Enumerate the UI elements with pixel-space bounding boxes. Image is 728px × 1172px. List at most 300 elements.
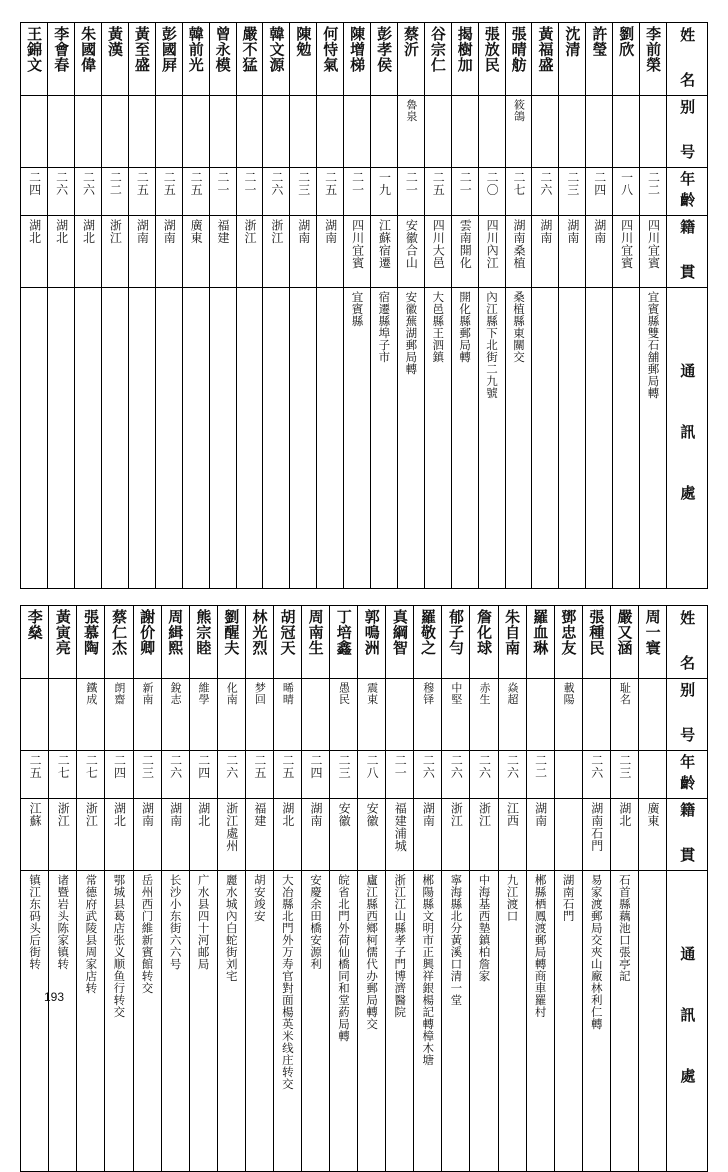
cell-alias [317, 96, 344, 168]
table-row-origin [21, 799, 708, 871]
cell-text: 湖北 [617, 802, 632, 827]
cell-origin [189, 799, 217, 871]
cell-text: 李燊 [25, 609, 44, 640]
cell-age [209, 168, 236, 216]
cell-text: 皖省北門外荷仙橋同和堂葯局轉 [337, 874, 352, 1042]
cell-text: 湖北 [81, 219, 96, 244]
cell-text: 二五 [431, 171, 446, 196]
cell-origin [290, 216, 317, 288]
cell-text: 筱鴿 [512, 99, 526, 122]
cell-text: 二七 [56, 754, 71, 779]
cell-age [640, 168, 667, 216]
cell-text: 謝价卿 [138, 609, 157, 656]
cell-age [21, 751, 49, 799]
cell-text: 二一 [350, 171, 365, 196]
cell-alias [451, 96, 478, 168]
cell-text: 內江縣下北街二九號 [485, 291, 500, 399]
cell-text: 常德府武陵县周家店转 [84, 874, 99, 994]
cell-text: 鐵成 [84, 682, 98, 705]
cell-text: 镇江东码头后街转 [28, 874, 43, 970]
cell-text: 四川大邑 [431, 219, 446, 269]
cell-text: 焱超 [506, 682, 520, 705]
cell-text: 湖北 [54, 219, 69, 244]
cell-origin [386, 799, 414, 871]
cell-text: 湖南 [168, 802, 183, 827]
cell-origin [75, 216, 102, 288]
cell-origin [301, 799, 329, 871]
cell-text: 蔡沂 [401, 26, 420, 57]
cell-text: 岳州西门維新賓館转交 [140, 874, 155, 994]
cell-name [638, 606, 666, 679]
cell-text: 四川宜賓 [646, 219, 661, 269]
cell-text: 二六 [449, 754, 464, 779]
cell-text: 韓前光 [186, 26, 205, 73]
cell-text: 魯泉 [404, 99, 418, 122]
cell-name [21, 23, 48, 96]
cell-age [77, 751, 105, 799]
cell-address [330, 871, 358, 1172]
cell-origin [217, 799, 245, 871]
cell-alias [245, 679, 273, 751]
cell-text: 二一 [216, 171, 231, 196]
cell-text: 湖南 [421, 802, 436, 827]
cell-text: 二三 [617, 754, 632, 779]
cell-text: 二二 [533, 754, 548, 779]
cell-name [182, 23, 209, 96]
cell-address [182, 288, 209, 589]
cell-text: 赤生 [477, 682, 491, 705]
cell-text: 開化縣郵局轉 [458, 291, 473, 363]
cell-alias [75, 96, 102, 168]
cell-address [582, 871, 610, 1172]
cell-address [263, 288, 290, 589]
cell-age [301, 751, 329, 799]
cell-alias [273, 679, 301, 751]
cell-text: 宜賓縣雙石舖郵局轉 [646, 291, 661, 399]
cell-text: 韓文源 [267, 26, 286, 73]
cell-text: 二六 [54, 171, 69, 196]
column-header-label: 通 訊 處 [678, 946, 697, 1097]
cell-age [397, 168, 424, 216]
cell-text: 二六 [81, 171, 96, 196]
cell-text: 湖南 [296, 219, 311, 244]
roster-table-top [20, 22, 708, 589]
cell-alias [640, 96, 667, 168]
cell-name [526, 606, 554, 679]
cell-text: 二四 [196, 754, 211, 779]
cell-alias [442, 679, 470, 751]
cell-origin [526, 799, 554, 871]
cell-origin [133, 799, 161, 871]
cell-address [236, 288, 263, 589]
cell-name [386, 606, 414, 679]
cell-name [358, 606, 386, 679]
cell-alias [358, 679, 386, 751]
cell-name [613, 23, 640, 96]
cell-age [638, 751, 666, 799]
column-header-label: 别 号 [678, 682, 697, 748]
cell-alias [478, 96, 505, 168]
column-header-label: 姓 名 [678, 609, 697, 676]
cell-address [532, 288, 559, 589]
cell-age [290, 168, 317, 216]
cell-origin [105, 799, 133, 871]
cell-age [414, 751, 442, 799]
cell-alias [586, 96, 613, 168]
cell-age [554, 751, 582, 799]
column-header-label: 籍 貫 [678, 802, 697, 868]
cell-origin [532, 216, 559, 288]
cell-origin [49, 799, 77, 871]
cell-origin [358, 799, 386, 871]
cell-alias [77, 679, 105, 751]
cell-age [217, 751, 245, 799]
cell-age [532, 168, 559, 216]
cell-text: 羅敬之 [418, 609, 437, 656]
cell-text: 大邑縣王泗鎮 [431, 291, 446, 363]
cell-text: 福建 [216, 219, 231, 244]
cell-text: 郴縣栖鳳渡郵局轉商車羅村 [533, 874, 548, 1018]
cell-text: 长沙小东街六六号 [168, 874, 183, 970]
cell-text: 浙江處州 [224, 802, 239, 852]
cell-age [498, 751, 526, 799]
cell-text: 湖北 [27, 219, 42, 244]
cell-name [478, 23, 505, 96]
table-row-name [21, 23, 708, 96]
cell-alias [526, 679, 554, 751]
cell-text: 二五 [252, 754, 267, 779]
cell-text: 丁培鑫 [334, 609, 353, 656]
column-header-address [667, 871, 708, 1172]
page-folio: 193 [44, 990, 65, 1004]
cell-age [133, 751, 161, 799]
cell-name [554, 606, 582, 679]
cell-text: 二六 [421, 754, 436, 779]
cell-name [105, 606, 133, 679]
cell-text: 震東 [365, 682, 379, 705]
cell-text: 二〇 [485, 171, 500, 196]
cell-name [301, 606, 329, 679]
cell-text: 曾永模 [213, 26, 232, 73]
cell-age [451, 168, 478, 216]
cell-text: 安徽 [365, 802, 380, 827]
cell-text: 胡冠天 [278, 609, 297, 656]
cell-text: 诸暨岩头陈家镇转 [56, 874, 71, 970]
cell-text: 王錦文 [25, 26, 44, 73]
table-row-name [21, 606, 708, 679]
cell-alias [217, 679, 245, 751]
cell-text: 化南 [225, 682, 239, 705]
cell-text: 二一 [458, 171, 473, 196]
cell-text: 二五 [135, 171, 150, 196]
cell-text: 黃福盛 [536, 26, 555, 73]
cell-name [451, 23, 478, 96]
cell-text: 嚴不猛 [240, 26, 259, 73]
cell-text: 鄧忠友 [559, 609, 578, 656]
cell-text: 陳增梯 [348, 26, 367, 73]
cell-age [470, 751, 498, 799]
cell-origin [414, 799, 442, 871]
cell-address [451, 288, 478, 589]
cell-text: 湖南 [323, 219, 338, 244]
cell-text: 愚民 [337, 682, 351, 705]
cell-name [48, 23, 75, 96]
cell-name [75, 23, 102, 96]
cell-origin [344, 216, 371, 288]
column-header-label: 籍 貫 [678, 219, 697, 285]
cell-text: 二三 [337, 754, 352, 779]
cell-text: 穆铎 [421, 682, 435, 705]
cell-name [397, 23, 424, 96]
cell-text: 二七 [84, 754, 99, 779]
cell-text: 二三 [140, 754, 155, 779]
cell-text: 湖南石門 [561, 874, 576, 922]
cell-age [101, 168, 128, 216]
table-row-age [21, 751, 708, 799]
cell-text: 四川內江 [485, 219, 500, 269]
cell-text: 广水县四十河邮局 [196, 874, 211, 970]
cell-age [582, 751, 610, 799]
cell-alias [582, 679, 610, 751]
cell-text: 福建浦城 [393, 802, 408, 852]
cell-name [586, 23, 613, 96]
cell-text: 二一 [393, 754, 408, 779]
cell-alias [161, 679, 189, 751]
cell-name [582, 606, 610, 679]
cell-text: 蔡仁杰 [110, 609, 129, 656]
cell-address [77, 871, 105, 1172]
cell-origin [101, 216, 128, 288]
cell-text: 張慕陶 [82, 609, 100, 656]
cell-text: 沈清 [563, 26, 582, 57]
cell-age [442, 751, 470, 799]
cell-name [77, 606, 105, 679]
cell-text: 湖南 [592, 219, 607, 244]
table-row-alias [21, 96, 708, 168]
cell-text: 江西 [505, 802, 520, 827]
cell-text: 朗齋 [112, 682, 126, 705]
column-header-age [667, 168, 708, 216]
cell-address [397, 288, 424, 589]
cell-origin [582, 799, 610, 871]
cell-text: 湖南 [533, 802, 548, 827]
cell-origin [263, 216, 290, 288]
cell-text: 湖南 [309, 802, 323, 827]
cell-alias [21, 96, 48, 168]
cell-age [182, 168, 209, 216]
cell-name [371, 23, 398, 96]
cell-age [344, 168, 371, 216]
cell-origin [371, 216, 398, 288]
cell-text: 鄂城县葛店张义顺鱼行转交 [112, 874, 127, 1018]
cell-text: 張晴舫 [509, 26, 528, 73]
table-row-address [21, 288, 708, 589]
cell-address [273, 871, 301, 1172]
column-header-origin [667, 216, 708, 288]
cell-text: 安徽合山 [404, 219, 419, 269]
cell-name [640, 23, 667, 96]
cell-age [189, 751, 217, 799]
cell-origin [638, 799, 666, 871]
cell-address [640, 288, 667, 589]
cell-origin [209, 216, 236, 288]
cell-alias [48, 96, 75, 168]
cell-text: 二五 [28, 754, 43, 779]
cell-text: 浙江 [269, 219, 284, 244]
cell-address [75, 288, 102, 589]
cell-age [505, 168, 532, 216]
cell-origin [559, 216, 586, 288]
table-row-origin [21, 216, 708, 288]
cell-alias [182, 96, 209, 168]
cell-age [75, 168, 102, 216]
cell-alias [414, 679, 442, 751]
cell-text: 安慶余田橋安源利 [308, 874, 323, 970]
cell-text: 二四 [112, 754, 127, 779]
cell-text: 周南生 [306, 609, 325, 656]
cell-text: 李會春 [52, 26, 71, 73]
cell-alias [470, 679, 498, 751]
column-header-label: 别 号 [678, 99, 697, 165]
cell-text: 載陽 [562, 682, 576, 705]
cell-text: 易家渡郵局交夾山廠林利仁轉 [589, 874, 604, 1030]
cell-text: 福建 [252, 802, 267, 827]
cell-address [133, 871, 161, 1172]
cell-text: 湖南桑植 [512, 219, 526, 269]
cell-age [263, 168, 290, 216]
cell-address [371, 288, 398, 589]
roster-table-top-wrap [20, 22, 708, 589]
cell-address [638, 871, 666, 1172]
cell-address [613, 288, 640, 589]
cell-alias [638, 679, 666, 751]
cell-address [21, 871, 49, 1172]
cell-address [101, 288, 128, 589]
cell-name [133, 606, 161, 679]
cell-age [386, 751, 414, 799]
cell-text: 二二 [646, 171, 661, 196]
cell-address [155, 288, 182, 589]
cell-text: 二六 [224, 754, 239, 779]
cell-text: 真綱智 [390, 609, 409, 656]
cell-address [386, 871, 414, 1172]
cell-alias [263, 96, 290, 168]
cell-address [317, 288, 344, 589]
cell-alias [344, 96, 371, 168]
cell-address [48, 288, 75, 589]
cell-text: 彭國屛 [159, 26, 178, 73]
cell-origin [182, 216, 209, 288]
cell-name [155, 23, 182, 96]
cell-origin [236, 216, 263, 288]
cell-text: 湖南 [140, 802, 155, 827]
cell-age [559, 168, 586, 216]
cell-text: 陳勉 [294, 26, 313, 57]
cell-origin [554, 799, 582, 871]
column-header-alias [667, 679, 708, 751]
cell-text: 浙江 [84, 802, 99, 827]
cell-name [263, 23, 290, 96]
cell-name [101, 23, 128, 96]
cell-origin [273, 799, 301, 871]
cell-text: 黃漢 [106, 26, 125, 57]
cell-age [48, 168, 75, 216]
cell-name [49, 606, 77, 679]
cell-alias [610, 679, 638, 751]
cell-alias [498, 679, 526, 751]
cell-origin [442, 799, 470, 871]
cell-address [424, 288, 451, 589]
cell-alias [505, 96, 532, 168]
cell-origin [317, 216, 344, 288]
cell-text: 湖南 [565, 219, 580, 244]
cell-origin [470, 799, 498, 871]
cell-address [245, 871, 273, 1172]
cell-text: 梦回 [253, 682, 267, 705]
cell-origin [155, 216, 182, 288]
cell-alias [301, 679, 329, 751]
cell-alias [397, 96, 424, 168]
cell-text: 林光烈 [250, 609, 269, 656]
cell-text: 維學 [197, 682, 211, 705]
cell-text: 湖南石門 [589, 802, 604, 852]
cell-text: 朱國偉 [79, 26, 98, 73]
cell-text: 一八 [619, 171, 634, 196]
cell-address [559, 288, 586, 589]
cell-alias [105, 679, 133, 751]
cell-text: 寧海縣北分黃溪口清一堂 [449, 874, 464, 1006]
cell-text: 湖南 [162, 219, 177, 244]
cell-alias [330, 679, 358, 751]
cell-name [290, 23, 317, 96]
cell-text: 大冶縣北門外万寿官對面楊英米线庄转交 [280, 874, 295, 1090]
cell-address [498, 871, 526, 1172]
cell-text: 羅血琳 [531, 609, 550, 656]
cell-address [586, 288, 613, 589]
cell-text: 許瑩 [590, 26, 609, 57]
cell-origin [640, 216, 667, 288]
cell-text: 黃寅亮 [53, 609, 72, 656]
cell-text: 二四 [27, 171, 42, 196]
cell-text: 浙江江山縣孝子門博濟醫院 [393, 874, 408, 1018]
cell-age [586, 168, 613, 216]
cell-origin [613, 216, 640, 288]
cell-name [236, 23, 263, 96]
column-header-alias [667, 96, 708, 168]
cell-alias [554, 679, 582, 751]
cell-name [610, 606, 638, 679]
cell-address [414, 871, 442, 1172]
cell-origin [610, 799, 638, 871]
cell-origin [451, 216, 478, 288]
cell-address [301, 871, 329, 1172]
cell-address [21, 288, 48, 589]
cell-text: 郭鳴洲 [362, 609, 381, 656]
cell-alias [21, 679, 49, 751]
cell-origin [498, 799, 526, 871]
cell-text: 浙江 [242, 219, 257, 244]
cell-text: 郁子勻 [447, 609, 466, 656]
cell-text: 劉欣 [617, 26, 636, 57]
cell-text: 一九 [377, 171, 392, 196]
cell-origin [77, 799, 105, 871]
cell-alias [49, 679, 77, 751]
cell-text: 二四 [592, 171, 607, 196]
cell-name [128, 23, 155, 96]
cell-address [358, 871, 386, 1172]
cell-address [554, 871, 582, 1172]
cell-origin [586, 216, 613, 288]
